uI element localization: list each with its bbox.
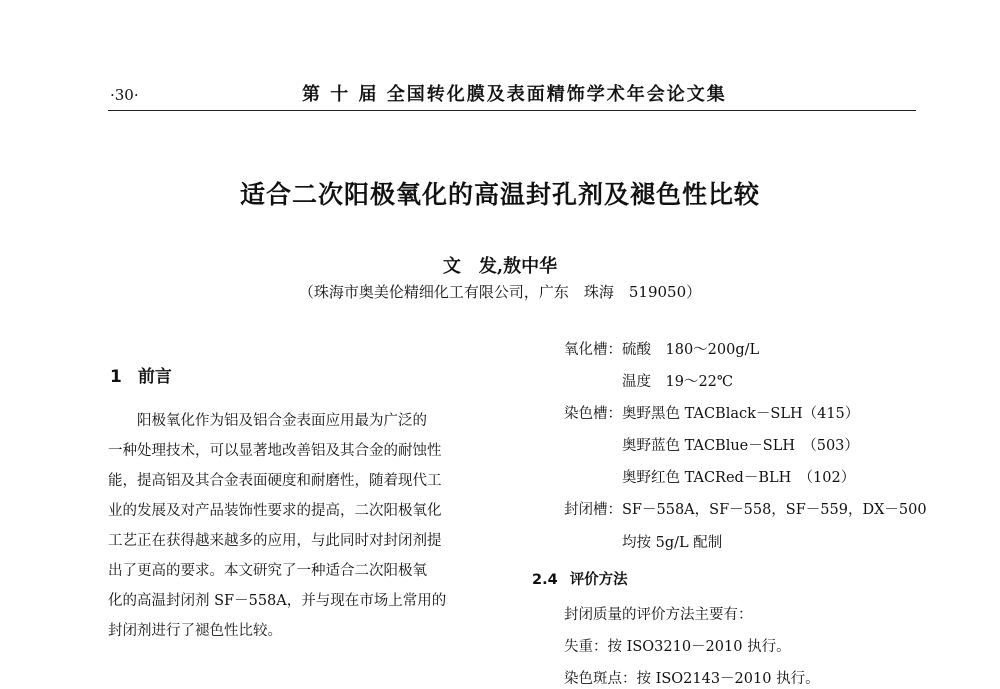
running-head: 第 十 届 全国转化膜及表面精饰学术年会论文集 xyxy=(302,84,727,105)
paper-title: 适合二次阳极氧化的高温封孔剂及褪色性比较 xyxy=(239,180,760,209)
paragraph-line: 出了更高的要求。本文研究了一种适合二次阳极氧 xyxy=(108,563,427,579)
header-rule xyxy=(108,110,916,111)
section-number: 1 xyxy=(110,367,122,387)
subsection-title: 评价方法 xyxy=(569,572,628,588)
seal-note-line: 均按 5g/L 配制 xyxy=(622,535,723,551)
section-heading xyxy=(110,362,172,387)
paragraph-line: 工艺正在获得越来越多的应用，与此同时对封闭剂提 xyxy=(108,533,442,549)
seal-tank-line: 封闭槽：SF－558A，SF－558，SF－559，DX－500 xyxy=(564,502,927,518)
paragraph-line: 业的发展及对产品装饰性要求的提高，二次阳极氧化 xyxy=(108,503,442,519)
paragraph-line: 一种处理技术，可以显著地改善铝及其合金的耐蚀性 xyxy=(108,443,442,459)
paper-affiliation: （珠海市奥美伦精细化工有限公司，广东 珠海 519050） xyxy=(298,283,702,301)
paragraph-line: 封闭剂进行了褪色性比较。 xyxy=(108,623,282,639)
dye-tank-line: 染色槽：奥野黑色 TACBlack－SLH（415） xyxy=(564,406,860,422)
paper-authors: 文 发,敖中华 xyxy=(442,256,558,277)
paragraph-line: 化的高温封闭剂 SF－558A，并与现在市场上常用的 xyxy=(108,593,447,609)
paragraph-line: 阳极氧化作为铝及铝合金表面应用最为广泛的 xyxy=(137,413,427,429)
subsection-number: 2.4 xyxy=(532,572,558,588)
page-number: ·30· xyxy=(110,86,139,104)
dye-tank-line: 奥野蓝色 TACBlue－SLH （503） xyxy=(622,438,859,454)
subsection-heading xyxy=(532,570,628,590)
temperature-line: 温度 19～22℃ xyxy=(622,374,734,390)
eval-intro-line: 封闭质量的评价方法主要有： xyxy=(564,607,753,623)
intro-paragraph xyxy=(108,406,496,646)
dye-tank-line: 奥野红色 TACRed－BLH （102） xyxy=(622,470,856,486)
section-title: 前言 xyxy=(137,367,172,387)
oxidation-tank-line: 氧化槽：硫酸 180～200g/L xyxy=(564,342,760,358)
paragraph-line: 能，提高铝及其合金表面硬度和耐磨性，随着现代工 xyxy=(108,473,442,489)
dye-spot-line: 染色斑点：按 ISO2143－2010 执行。 xyxy=(564,671,820,687)
weight-loss-line: 失重：按 ISO3210－2010 执行。 xyxy=(564,639,791,655)
